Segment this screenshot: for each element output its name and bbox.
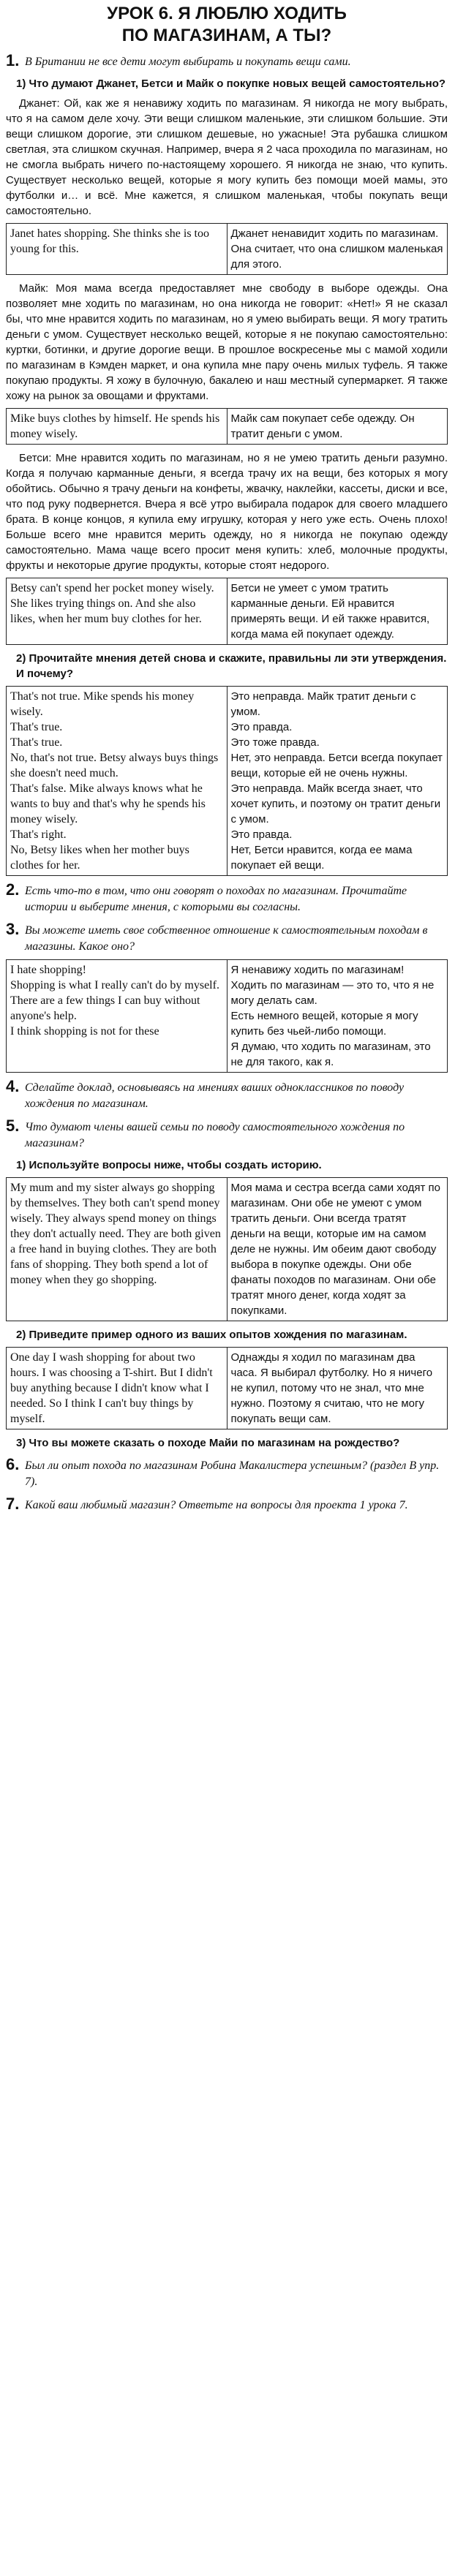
title-line-2: ПО МАГАЗИНАМ, А ТЫ? [121,26,332,45]
exercise-number: 2. [6,880,20,899]
russian-cell: Джанет ненавидит ходить по магазинам. Она считает, что она слишком маленькая для этого. [227,224,448,275]
exercise-2 [6,880,448,915]
question-heading: 3) Что вы можете сказать о походе Майи по магазинам на рождество? [16,1437,400,1449]
russian-cell: Моя мама и сестра всегда сами ходят по магазинам. Они обе не умеют с умом тратить деньги. Они всегда тратят деньги на вещи, которые им на самом деле не нужны. Им обеим дают свободу выбора в покупке одежды. Они обе фанаты походов по магазинам. Они обе тратят много денег, когда ходят за покупками. [227,1178,448,1321]
english-cell: Janet hates shopping. She thinks she is too young for this. [7,224,228,275]
english-cell: One day I wash shopping for about two hours. I was choosing a T-shirt. But I didn't buy anything because I didn't know what I needed. So I think I can't buy things by myself. [7,1348,228,1429]
exercise-6 [6,1455,448,1490]
statement: Нет, это неправда. Бетси всегда покупает вещи, которые ей не очень нужны. [230,752,443,779]
title-line-1: УРОК 6. Я ЛЮБЛЮ ХОДИТЬ [107,4,347,23]
table-row [7,687,448,876]
exercise-task: В Британии не все дети могут выбирать и покупать вещи сами. [25,56,351,68]
exercise-3 [6,920,448,955]
exercise-number: 7. [6,1495,20,1513]
mike-text: Майк: Моя мама всегда предоставляет мне свободу в выборе одежды. Она позволяет мне ходить по магазинам, но она никогда не говорит: «Нет!» Я не сказал бы, что мне нравится ходить по магазинам, но я умею выбирать вещи. Я могу тратить деньги с умом. Существует несколько вещей, которые я не покупаю самостоятельно: куртки, ботинки, и другие дорогие вещи. В прошлое воскресенье мы с мамой ходили по магазинам в Кэмден маркет, и она купила мне пару очень милых туфель. Я также покупаю продукты. Я хожу в булочную, бакалею и наш местный супермаркет. Я также хожу на рынок за овощами и фруктами. [6,282,448,402]
statement: Я ненавижу ходить по магазинам! [230,964,405,976]
statement: Shopping is what I really can't do by myself. [10,979,219,992]
statement: Есть немного вещей, которые я могу купить без чьей-либо помощи. [230,1010,418,1038]
english-cell [7,960,228,1073]
exercise-task: Вы можете иметь свое собственное отношение к самостоятельным походам в магазины. Какое оно? [25,924,428,953]
table-row [7,578,448,645]
statement: No, Betsy likes when her mother buys clothes for her. [10,844,189,872]
english-cell: Betsy can't spend her pocket money wisely. She likes trying things on. And she also likes, when her mum buy clothes for her. [7,578,228,645]
exercise-task: Был ли опыт похода по магазинам Робина Макалистера успешным? (раздел В упр. 7). [25,1459,440,1488]
exercise-5 [6,1119,448,1152]
statement: Это неправда. Майк всегда знает, что хочет купить, и поэтому он тратит деньги с умом. [230,782,441,826]
page-title [6,3,448,47]
statement: Это тоже правда. [230,736,320,749]
table-row [7,1348,448,1429]
question-heading: 1) Используйте вопросы ниже, чтобы создать историю. [16,1159,322,1171]
exercise-4 [6,1077,448,1112]
statement: No, that's not true. Betsy always buys things she doesn't need much. [10,752,219,779]
exercise-number: 5. [6,1117,20,1135]
question-heading: 2) Приведите пример одного из ваших опытов хождения по магазинам. [16,1329,407,1341]
question-heading: 2) Прочитайте мнения детей снова и скажите, правильны ли эти утверждения. И почему? [16,652,447,680]
exercise-number: 6. [6,1455,20,1473]
statement: That's not true. Mike spends his money wisely. [10,690,195,718]
table-row [7,1178,448,1321]
exercise-number: 4. [6,1077,20,1095]
statement: Это неправда. Майк тратит деньги с умом. [230,690,416,718]
betsy-table [6,578,448,645]
janet-table [6,223,448,275]
statement: I hate shopping! [10,964,86,976]
janet-text: Джанет: Ой, как же я ненавижу ходить по магазинам. Я никогда не могу выбрать, что я на самом деле хочу. Эти вещи слишком маленькие, эти слишком большие. Эти вещи слишком дорогие, эти слишком дешевые, но ужасные! Эта рубашка слишком светлая, эта слишком скучная. Например, вчера я 2 часа проходила по магазинам, но не смогла выбрать ничего по-настоящему хорошего. Я никогда не знаю, что купить. Существует несколько вещей, которые я могу купить без помощи моей мамы, это футболки и… и всё. Мне кажется, я слишком маленькая, чтобы покупать вещи самостоятельно. [6,97,448,217]
exercise-7 [6,1497,448,1514]
exercise-number: 3. [6,920,20,938]
attitude-table [6,959,448,1073]
experience-table [6,1347,448,1429]
question-heading: 1) Что думают Джанет, Бетси и Майк о покупке новых вещей самостоятельно? [16,78,446,90]
true-false-table [6,686,448,876]
table-row [7,960,448,1073]
russian-cell: Майк сам покупает себе одежду. Он тратит деньги с умом. [227,409,448,445]
exercise-task: Что думают члены вашей семьи по поводу самостоятельного хождения по магазинам? [25,1121,405,1149]
statement: Это правда. [230,721,293,733]
english-cell [7,687,228,876]
exercise-task: Сделайте доклад, основываясь на мнениях ваших одноклассников по поводу хождения по магазинам. [25,1081,405,1110]
statement: Это правда. [230,828,293,841]
statement: Нет, Бетси нравится, когда ее мама покупает ей вещи. [230,844,413,872]
statement: That's false. Mike always knows what he wants to buy and that's why he spends his money wisely. [10,782,206,826]
english-cell: Mike buys clothes by himself. He spends his money wisely. [7,409,228,445]
statement: That's right. [10,828,67,841]
statement: Я думаю, что ходить по магазинам, это не для такого, как я. [230,1040,431,1068]
russian-cell: Однажды я ходил по магазинам два часа. Я выбирал футболку. Но я ничего не купил, потому что не знал, что мне нужно. Поэтому я считаю, что не могу покупать вещи сам. [227,1348,448,1429]
exercise-1 [6,51,448,70]
betsy-text: Бетси: Мне нравится ходить по магазинам, но я не умею тратить деньги разумно. Когда я получаю карманные деньги, я всегда трачу их на вещи, без которых я могу обойтись. Обычно я трачу деньги на конфеты, жвачку, наклейки, кассеты, диски и все, что под руку подвернется. Вчера я всё утро выбирала подарок для своего младшего брата. В конце концов, я купила ему игрушку, которая у него уже есть. Очень плохо! Больше всего мне нравится мерить одежду, но я никогда не покупаю одежду самостоятельно. Мама чаще всего просит меня купить: хлеб, молочные продукты, фрукты и некоторые другие продукты, которые стоят недорого. [6,452,448,572]
table-row [7,224,448,275]
russian-cell [227,687,448,876]
statement: There are a few things I can buy without anyone's help. [10,994,200,1022]
family-table [6,1177,448,1321]
table-row [7,409,448,445]
russian-cell: Бетси не умеет с умом тратить карманные деньги. Ей нравится примерять вещи. И ей также нравится, когда мама ей покупает одежду. [227,578,448,645]
exercise-task: Есть что-то в том, что они говорят о походах по магазинам. Прочитайте истории и выберите мнения, с которыми вы согласны. [25,885,407,913]
statement: Ходить по магазинам — это то, что я не могу делать сам. [230,979,435,1007]
mike-table [6,408,448,445]
statement: That's true. [10,721,63,733]
exercise-task: Какой ваш любимый магазин? Ответьте на вопросы для проекта 1 урока 7. [25,1499,408,1511]
exercise-number: 1. [6,51,20,69]
statement: That's true. [10,736,63,749]
russian-cell [227,960,448,1073]
statement: I think shopping is not for these [10,1025,159,1038]
english-cell: My mum and my sister always go shopping by themselves. They both can't spend money wisely. They always spend money on things they don't actually need. They are both given a free hand in buying clothes. They are both fans of shopping. They both spend a lot of money when they go shopping. [7,1178,228,1321]
